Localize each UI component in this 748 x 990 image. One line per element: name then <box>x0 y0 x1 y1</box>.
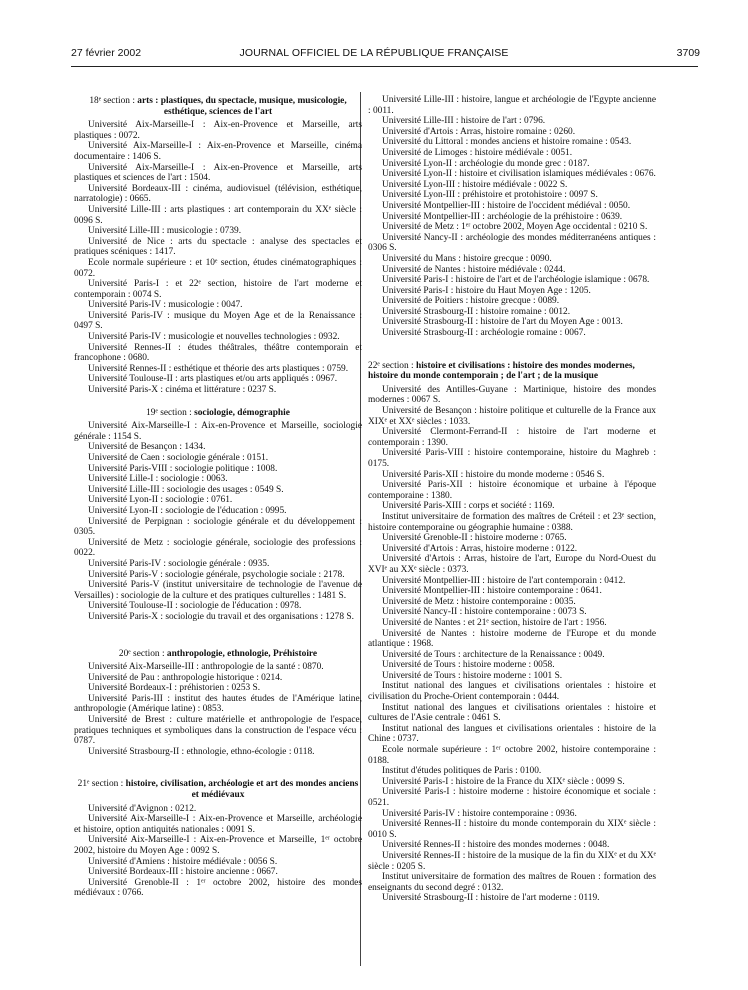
entry-item: Université Montpellier-III : histoire contemporaine : 0641. <box>382 586 602 597</box>
page-header <box>0 47 748 63</box>
entry-item: Université Lyon-II : archéologie du monde grec : 0187. <box>382 158 590 169</box>
entry-item: Université Strasbourg-II : ethnologie, ethno-écologie : 0118. <box>88 746 315 757</box>
entry-item: Université de Metz : 1ᵉʳ octobre 2002, Moyen Age occidental : 0210 S. <box>382 222 648 233</box>
entry-item: Université Lille-III : histoire de l'art : 0796. <box>382 116 546 127</box>
section-21-heading: 21ᵉ section : histoire, civilisation, archéologie et art des mondes anciens et médiévaux <box>77 779 359 801</box>
entry-item: Université de Pau : anthropologie historique : 0214. <box>88 672 283 683</box>
header-rule <box>71 66 698 67</box>
entry-item: Université Montpellier-III : histoire de l'art contemporain : 0412. <box>382 575 626 586</box>
entry-item: Institut national des langues et civilisations orientales : histoire de la Chine : 0737. <box>368 723 656 745</box>
entry-item: Institut d'études politiques de Paris : 0100. <box>382 766 542 777</box>
entry-item: Université Aix-Marseille-I : Aix-en-Provence et Marseille, archéologie et histoire, option antiquités nationales : 0091 S. <box>74 814 362 835</box>
entry-item: Université d'Avignon : 0212. <box>88 803 197 814</box>
section-18-heading: 18ᵉ section : arts : plastiques, du spectacle, musique, musicologie, esthétique, sciences de l'art <box>89 96 347 117</box>
entry-item: Université de Nantes : et 21ᵉ section, histoire de l'art : 1956. <box>382 617 607 628</box>
entry-item: Université Lille-III : histoire, langue et archéologie de l'Egypte ancienne : 0011. <box>368 95 656 116</box>
entry-item: Université Paris-XII : histoire économique et urbaine à l'époque contemporaine : 1380. <box>368 480 656 501</box>
entry-item: Université Grenoble-II : histoire moderne : 0765. <box>382 533 567 544</box>
entry-item: Ecole normale supérieure : 1ᵉʳ octobre 2002, histoire contemporaine : 0188. <box>368 745 656 766</box>
section-19-list <box>74 421 362 622</box>
entry-item: Université Strasbourg-II : histoire romaine : 0012. <box>382 306 571 317</box>
left-column <box>74 96 362 899</box>
entry-item: Université d'Amiens : histoire médiévale : 0056 S. <box>88 856 278 867</box>
section-22-heading: 22ᵉ section : histoire et civilisations : histoire des mondes modernes, histoire du monde contemporain ; de l'art ; de la musique <box>368 360 635 382</box>
entry-item: Université Lille-III : musicologie : 0739. <box>88 226 242 237</box>
entry-item: Université Strasbourg-II : archéologie romaine : 0067. <box>382 328 586 339</box>
entry-item: Université Aix-Marseille-I : Aix-en-Provence et Marseille, 1ᵉʳ octobre 2002, histoire du Moyen Age : 0092 S. <box>74 835 362 856</box>
section-21-continued-list <box>368 95 656 339</box>
entry-item: Université Montpellier-III : archéologie de la préhistoire : 0639. <box>382 211 623 222</box>
entry-item: Université Paris-I : histoire moderne : histoire économique et sociale : 0521. <box>368 787 656 808</box>
section-19-heading: 19ᵉ section : sociologie, démographie <box>146 407 290 418</box>
section-22-list <box>368 385 656 904</box>
entry-item: Université de Besançon : histoire politique et culturelle de la France aux XIXᵉ et XXᵉ siècles : 1033. <box>368 406 656 427</box>
entry-item: Université Paris-XIII : corps et société : 1169. <box>382 501 555 512</box>
entry-item: Université Aix-Marseille-I : Aix-en-Provence et Marseille, cinéma documentaire : 1406 S. <box>74 141 362 162</box>
entry-item: Université d'Artois : Arras, histoire romaine : 0260. <box>382 126 576 137</box>
entry-item: Université de Caen : sociologie générale : 0151. <box>88 453 269 463</box>
entry-item: Université Paris-IV : musicologie et nouvelles technologies : 0932. <box>88 332 340 343</box>
entry-item: Université de Nice : arts du spectacle : analyse des spectacles et pratiques scéniques : 1417. <box>74 236 362 258</box>
entry-item: Université Lyon-II : sociologie de l'éducation : 0995. <box>88 505 287 516</box>
entry-item: Université de Metz : histoire contemporaine : 0035. <box>382 596 576 607</box>
entry-item: Université de Metz : sociologie générale, sociologie des professions : 0022. <box>74 537 362 559</box>
entry-item: Université Paris-I : histoire du Haut Moyen Age : 1205. <box>382 285 591 296</box>
entry-item: Institut universitaire de formation des maîtres de Créteil : et 23ᵉ section, histoire contemporaine ou géographie humaine : 0388. <box>368 511 656 533</box>
entry-item: Université de Poitiers : histoire grecque : 0089. <box>382 296 560 307</box>
entry-item: Université Strasbourg-II : histoire de l'art moderne : 0119. <box>382 893 600 904</box>
entry-item: Université de Perpignan : sociologie générale et du développement : 0305. <box>74 516 362 538</box>
entry-item: Université Rennes-II : esthétique et théorie des arts plastiques : 0759. <box>88 363 349 374</box>
entry-item: Université Paris-VIII : sociologie politique : 1008. <box>88 463 278 474</box>
entry-item: Université de Nantes : histoire moderne de l'Europe et du monde atlantique : 1968. <box>368 628 656 650</box>
entry-item: Université d'Artois : Arras, histoire de l'art, Europe du Nord-Ouest du XVIᵉ au XXᵉ siècle : 0373. <box>368 554 656 575</box>
entry-item: Université Aix-Marseille-I : Aix-en-Provence et Marseille, arts plastiques et sciences de l'art : 1504. <box>74 162 362 184</box>
entry-item: Université Strasbourg-II : histoire de l'art du Moyen Age : 0013. <box>382 317 623 328</box>
entry-item: Institut national des langues et civilisations orientales : histoire et civilisation du Proche-Orient contemporain : 0444. <box>368 681 656 703</box>
entry-item: Université Paris-X : cinéma et littérature : 0237 S. <box>88 385 277 396</box>
entry-item: Université Toulouse-II : arts plastiques et/ou arts appliqués : 0967. <box>88 374 338 385</box>
entry-item: Université Aix-Marseille-I : Aix-en-Provence et Marseille, arts plastiques : 0072. <box>74 120 362 141</box>
entry-item: Université Paris-I : histoire de l'art et de l'archéologie islamique : 0678. <box>382 275 650 286</box>
entry-item: Université Lyon-III : préhistoire et protohistoire : 0097 S. <box>382 190 598 201</box>
entry-item: Université d'Artois : Arras, histoire moderne : 0122. <box>382 543 578 554</box>
entry-item: Université Rennes-II : histoire du monde contemporain du XIXᵉ siècle : 0010 S. <box>368 819 656 840</box>
entry-item: Université de Tours : histoire moderne : 1001 S. <box>382 670 563 681</box>
entry-item: Université Paris-VIII : histoire contemporaine, histoire du Maghreb : 0175. <box>368 448 656 469</box>
section-18-list <box>74 120 362 395</box>
journal-title: JOURNAL OFFICIEL DE LA RÉPUBLIQUE FRANÇAISE <box>239 47 509 59</box>
entry-item: Université Bordeaux-III : histoire ancienne : 0667. <box>88 867 278 878</box>
entry-item: Université Aix-Marseille-III : anthropologie de la santé : 0870. <box>88 662 324 673</box>
entry-item: Université Nancy-II : archéologie des mondes méditerranéens antiques : 0306 S. <box>368 232 656 254</box>
entry-item: Université du Mans : histoire grecque : 0090. <box>382 253 552 264</box>
entry-item: Université Paris-IV : histoire contemporaine : 0936. <box>382 808 577 819</box>
entry-item: Université de Besançon : 1434. <box>88 442 206 453</box>
entry-item: Université Paris-V (institut universitaire de technologie de l'avenue de Versailles) : sociologie de la culture et des pratiques culturelles : 1481 S. <box>74 580 362 601</box>
entry-item: Université Lille-III : sociologie des usages : 0549 S. <box>88 484 284 495</box>
entry-item: Université de Brest : culture matérielle et anthropologie de l'espace, pratiques techniques et symboliques dans la construction de l'espace vécu : 0787. <box>74 715 362 747</box>
entry-item: Université Paris-IV : musicologie : 0047. <box>88 300 243 311</box>
section-21-list <box>74 804 362 899</box>
entry-item: Université Paris-I : et 22ᵉ section, histoire de l'art moderne et contemporain : 0074 S. <box>74 279 362 300</box>
entry-item: Université du Littoral : mondes anciens et histoire romaine : 0543. <box>382 137 632 148</box>
entry-item: Université Rennes-II : histoire des mondes modernes : 0048. <box>382 840 610 851</box>
entry-item: Université Paris-I : histoire de la France du XIXᵉ siècle : 0099 S. <box>382 776 625 787</box>
entry-item: Université Lyon-II : histoire et civilisation islamiques médiévales : 0676. <box>382 169 656 180</box>
entry-item: Université des Antilles-Guyane : Martinique, histoire des mondes modernes : 0067 S. <box>368 384 656 406</box>
entry-item: Université Rennes-II : études théâtrales, théâtre contemporain et francophone : 0680. <box>74 342 362 364</box>
entry-item: Institut national des langues et civilisations orientales : histoire et cultures de l'Asie centrale : 0461 S. <box>368 702 656 724</box>
entry-item: Université Lyon-III : histoire médiévale : 0022 S. <box>382 179 568 190</box>
entry-item: Université Montpellier-III : histoire de l'occident médiéval : 0050. <box>382 200 631 211</box>
entry-item: Université Nancy-II : histoire contemporaine : 0073 S. <box>382 607 587 618</box>
entry-item: Université Paris-V : sociologie générale, psychologie sociale : 2178. <box>88 569 345 580</box>
entry-item: Ecole normale supérieure : et 10ᵉ section, études cinématographiques : 0072. <box>74 257 362 279</box>
entry-item: Université Paris-IV : musique du Moyen Age et de la Renaissance : 0497 S. <box>74 310 362 332</box>
entry-item: Université de Tours : architecture de la Renaissance : 0049. <box>382 649 605 660</box>
entry-item: Université de Nantes : histoire médiévale : 0244. <box>382 264 566 275</box>
right-column <box>368 95 656 904</box>
entry-item: Université Paris-XII : histoire du monde moderne : 0546 S. <box>382 469 605 480</box>
page-number: 3709 <box>676 47 700 59</box>
entry-item: Université Clermont-Ferrand-II : histoire de l'art moderne et contemporain : 1390. <box>368 427 656 448</box>
entry-item: Université Lille-I : sociologie : 0063. <box>88 474 228 485</box>
entry-item: Université Paris-IV : sociologie générale : 0935. <box>88 558 270 569</box>
entry-item: Université Toulouse-II : sociologie de l'éducation : 0978. <box>88 601 302 612</box>
entry-item: Université de Tours : histoire moderne : 0058. <box>382 660 555 671</box>
entry-item: Université Aix-Marseille-I : Aix-en-Provence et Marseille, sociologie générale : 1154 S. <box>74 421 362 442</box>
entry-item: Université Lyon-II : sociologie : 0761. <box>88 495 233 506</box>
header-date: 27 février 2002 <box>71 47 142 59</box>
entry-item: Université Bordeaux-I : préhistorien : 0253 S. <box>88 683 261 694</box>
entry-item: Université Grenoble-II : 1ᵉʳ octobre 2002, histoire des mondes médiévaux : 0766. <box>74 877 362 899</box>
entry-item: Université Paris-III : institut des hautes études de l'Amérique latine, anthropologie (Amérique latine) : 0853. <box>74 693 362 715</box>
entry-item: Université de Limoges : histoire médiévale : 0051. <box>382 147 573 158</box>
section-20-list <box>74 662 362 757</box>
entry-item: Université Lille-III : arts plastiques : art contemporain du XXᵉ siècle : 0096 S. <box>74 204 362 226</box>
entry-item: Université Paris-X : sociologie du travail et des organisations : 1278 S. <box>88 611 354 622</box>
entry-item: Institut universitaire de formation des maîtres de Rouen : formation des enseignants du second degré : 0132. <box>368 872 656 893</box>
entry-item: Université Bordeaux-III : cinéma, audiovisuel (télévision, esthétique, narratologie) : 0665. <box>74 183 362 205</box>
section-20-heading: 20ᵉ section : anthropologie, ethnologie, Préhistoire <box>118 648 318 659</box>
entry-item: Université Rennes-II : histoire de la musique de la fin du XIXᵉ et du XXᵉ siècle : 0205 S. <box>368 850 656 872</box>
